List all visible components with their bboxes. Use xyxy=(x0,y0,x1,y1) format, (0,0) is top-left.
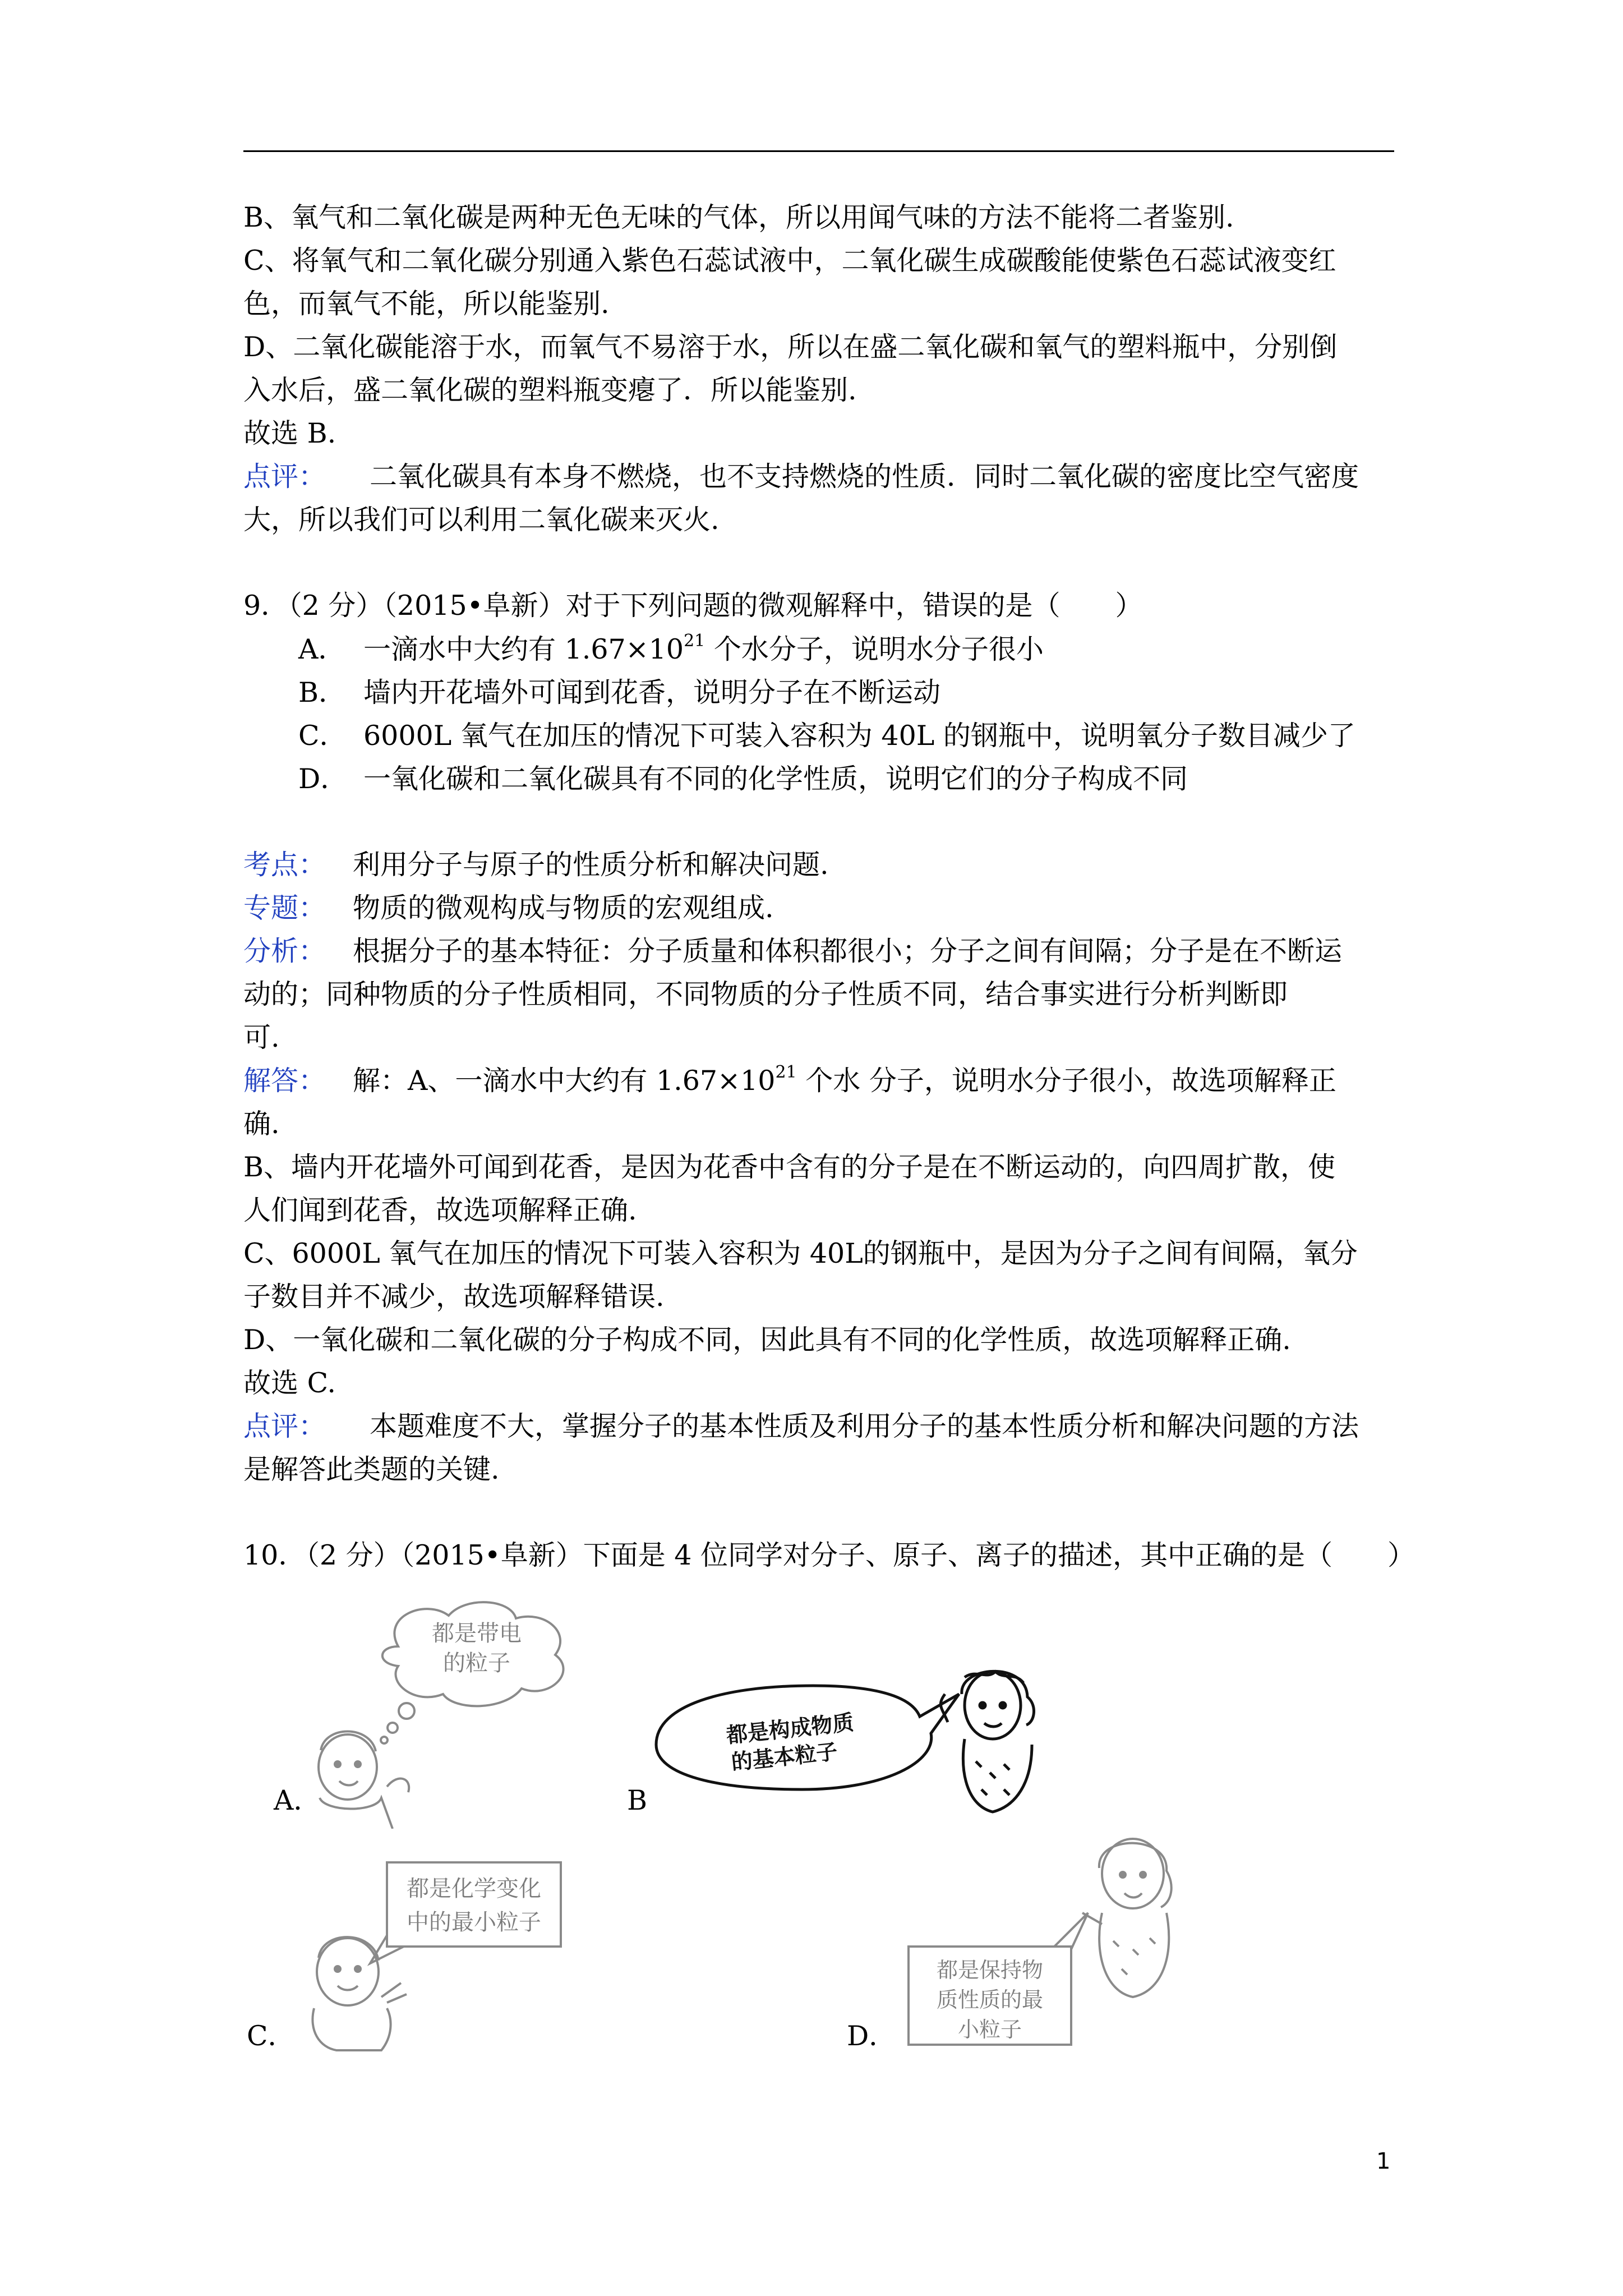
q10-option-d-figure xyxy=(892,1829,1206,2064)
q10-option-c-label: C． xyxy=(247,2020,296,2052)
comment-label: 点评： xyxy=(243,461,326,493)
q9-dianping: 点评： 本题难度不大，掌握分子的基本性质及利用分子的基本性质分析和解决问题的方法 xyxy=(243,1410,1359,1442)
q10-option-d-label: D． xyxy=(847,2020,897,2052)
q10-c-bubble-line-1: 都是化学变化 xyxy=(407,1876,541,1902)
q9-jieda-exponent: 21 xyxy=(775,1062,797,1082)
q9-option-a: 一滴水中大约有 $1.67\times 10^{21}$ 个水分子，说明水分子很小 xyxy=(363,631,1044,665)
q10-b-bubble-line-1: 都是构成物质 xyxy=(725,1710,855,1748)
comment-text: 二氧化碳具有本身不燃烧，也不支持燃烧的性质．同时二氧化碳的密度比空气密度 xyxy=(370,461,1359,493)
header-rule xyxy=(243,150,1394,152)
q9-zhuanti: 专题： 物质的微观构成与物质的宏观组成. xyxy=(243,892,774,924)
q9-jieda-7: D、一氧化碳和二氧化碳的分子构成不同，因此具有不同的化学性质，故选项解释正确. xyxy=(243,1324,1291,1356)
q9-kaodian: 考点： 利用分子与原子的性质分析和解决问题. xyxy=(243,849,829,881)
q9-option-b: 墙内开花墙外可闻到花香，说明分子在不断运动 xyxy=(363,677,941,708)
q9-dianping-2: 是解答此类题的关键. xyxy=(243,1453,500,1485)
q9-option-b-label: B． xyxy=(298,677,347,708)
boy-c-icon xyxy=(312,1937,407,2050)
girl-d-icon xyxy=(1082,1839,1172,1997)
q9-jieda-6: 子数目并不减少，故选项解释错误. xyxy=(243,1281,665,1313)
q10-b-bubble-line-2: 的基本粒子 xyxy=(730,1739,839,1775)
q10-option-a-figure xyxy=(314,1593,651,1829)
q9-jieda-2: 确. xyxy=(243,1108,280,1140)
q9-fenxi-2: 动的；同种物质的分子性质相同，不同物质的分子性质不同，结合事实进行分析判断即 xyxy=(243,978,1288,1010)
q10-d-bubble-line-1: 都是保持物 xyxy=(936,1958,1044,1982)
page-number: 1 xyxy=(1376,2148,1391,2174)
q10-c-bubble-line-2: 中的最小粒子 xyxy=(407,1910,541,1935)
q9-fenxi: 分析： 根据分子的基本特征：分子质量和体积都很小；分子之间有间隔；分子是在不断运 xyxy=(243,935,1343,967)
prev-line-c-cont: 色，而氧气不能，所以能鉴别. xyxy=(243,288,610,320)
q9-option-c: 6000L 氧气在加压的情况下可装入容积为 40L 的钢瓶中，说明氧分子数目减少了 xyxy=(363,720,1355,752)
prev-line-b: B、氧气和二氧化碳是两种无色无味的气体，所以用闻气味的方法不能将二者鉴别. xyxy=(243,201,1234,233)
q9-jieda-8: 故选 C. xyxy=(243,1367,336,1399)
q9-fenxi-3: 可. xyxy=(243,1022,280,1053)
q10-stem: 10．（2 分）（2015•阜新）下面是 4 位同学对分子、原子、离子的描述，其中正确的是（ ） xyxy=(243,1539,1415,1571)
q9-option-d: 一氧化碳和二氧化碳具有不同的化学性质，说明它们的分子构成不同 xyxy=(363,763,1188,795)
q9-option-a-label: A． xyxy=(298,633,346,665)
prev-line-c: C、将氧气和二氧化碳分别通入紫色石蕊试液中，二氧化碳生成碳酸能使紫色石蕊试液变红 xyxy=(243,245,1336,277)
q10-a-bubble-line-1: 都是带电 xyxy=(432,1621,522,1646)
prev-comment-line-2: 大，所以我们可以利用二氧化碳来灭火. xyxy=(243,504,720,536)
prev-comment-line-1 xyxy=(243,460,1359,494)
q10-option-b-figure xyxy=(645,1655,1049,1823)
q9-option-c-label: C． xyxy=(298,720,347,752)
girl-b-icon xyxy=(940,1671,1034,1812)
q9-option-d-label: D． xyxy=(298,763,348,795)
q10-option-a-label: A． xyxy=(274,1784,321,1816)
q10-option-b-label: B xyxy=(627,1784,648,1816)
q9-option-a-exponent: 21 xyxy=(684,631,706,651)
prev-line-d: D、二氧化碳能溶于水，而氧气不易溶于水，所以在盛二氧化碳和氧气的塑料瓶中，分别倒 xyxy=(243,331,1338,363)
prev-answer: 故选 B. xyxy=(243,417,336,449)
q10-option-c-figure xyxy=(303,1851,594,2053)
q9-stem: 9．（2 分）（2015•阜新）对于下列问题的微观解释中，错误的是（ ） xyxy=(243,590,1143,622)
prev-line-d-cont: 入水后，盛二氧化碳的塑料瓶变瘪了．所以能鉴别. xyxy=(243,374,857,406)
q10-a-bubble-line-2: 的粒子 xyxy=(443,1650,510,1676)
q9-jieda: 解答： 解：A、一滴水中大约有 $1.67\times 10^{21}$ 个水 分子，说明水分子很小，故选项解释正 xyxy=(243,1062,1336,1097)
q10-d-bubble-line-3: 小粒子 xyxy=(957,2017,1022,2042)
boy-a-icon xyxy=(319,1731,409,1829)
q9-jieda-5: C、6000L 氧气在加压的情况下可装入容积为 40L的钢瓶中，是因为分子之间有间隔，氧分 xyxy=(243,1237,1358,1269)
q9-jieda-3: B、墙内开花墙外可闻到花香，是因为花香中含有的分子是在不断运动的，向四周扩散，使 xyxy=(243,1151,1336,1183)
q10-d-bubble-line-2: 质性质的最 xyxy=(936,1987,1044,2012)
q9-jieda-4: 人们闻到花香，故选项解释正确. xyxy=(243,1194,637,1226)
